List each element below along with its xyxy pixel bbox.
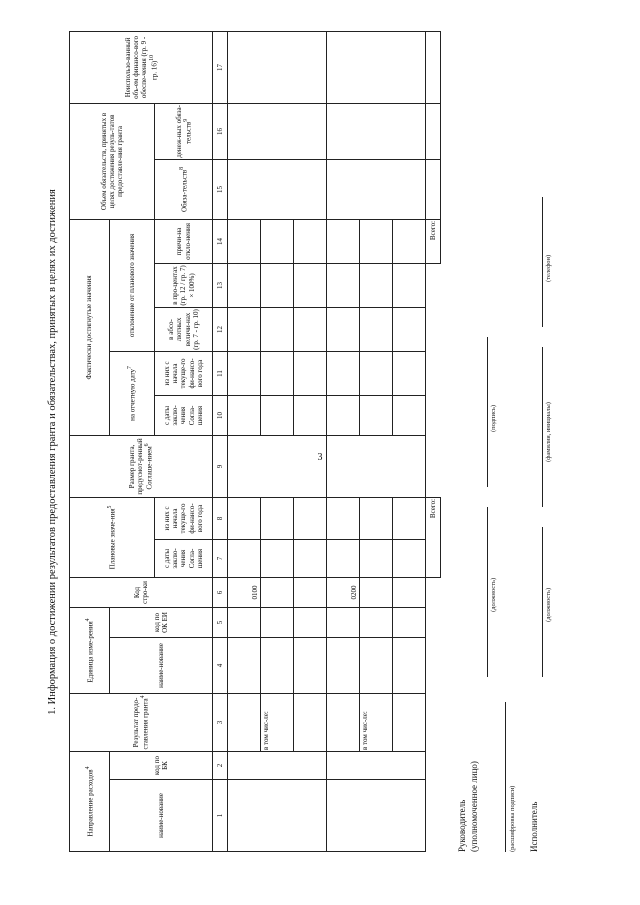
name-line: [542, 347, 543, 507]
header-unit-name: наиме-нование: [110, 638, 213, 694]
col-num: 1: [213, 780, 228, 852]
col-num: 7: [213, 539, 228, 577]
col-num: 12: [213, 307, 228, 351]
header-dev-reason: причи-на откло-нения: [155, 219, 213, 263]
col-num: 9: [213, 435, 228, 497]
header-result: Результат предо-ставления гранта$^4$: [70, 694, 213, 752]
col-num: 17: [213, 31, 228, 103]
phone-line: [542, 197, 543, 327]
col-num: 11: [213, 351, 228, 395]
col-num: 16: [213, 103, 228, 159]
executor-label: Исполнитель: [529, 801, 539, 852]
header-dir-name: наиме-нование: [110, 780, 213, 852]
header-unit-code: код по ОК ЕИ: [110, 607, 213, 637]
decode-line: [505, 702, 506, 852]
col-num: 6: [213, 577, 228, 607]
col-num: 10: [213, 395, 228, 435]
col-num: 8: [213, 497, 228, 539]
header-actual: Фактически достигнутые значения: [70, 219, 110, 435]
header-actual-b: из них с начала текуще-го фи-нансо-вого года: [155, 351, 213, 395]
header-grant-size: Размер гранта, предусмот-ренный Соглаше-нием$^6$: [70, 435, 213, 497]
name-hint: (фамилия, инициалы): [545, 402, 552, 462]
col-num: 4: [213, 638, 228, 694]
header-unused: Неиспользо-ванный объ-ем финансо-вого обеспе-чения (гр. 9 - гр. 16)$^{10}$: [70, 31, 213, 103]
executor-position-hint: (должность): [545, 587, 552, 622]
page-number: 3: [317, 452, 323, 463]
col-num: 5: [213, 607, 228, 637]
column-number-row: [213, 31, 228, 851]
head-subtitle: (уполномоченное лицо): [469, 761, 479, 852]
header-dev-abs: в абсо-лютных величи-нах (гр. 7 - гр. 10): [155, 307, 213, 351]
results-table: [69, 31, 441, 852]
header-obl-a: Обяза-тельств$^8$: [155, 159, 213, 219]
header-planned-b: из них с начала текуще-го фи-нансо-вого года: [155, 497, 213, 539]
executor-position-line: [542, 527, 543, 677]
signature-line: [487, 337, 488, 487]
header-obligations: Объем обязательств, принятых в целях достижения резуль-татов предоставле-ния гранта: [70, 103, 155, 219]
header-dev-pct: в про-центах (гр. 12 / гр. 7) × 100%): [155, 263, 213, 307]
row-code: 0200: [327, 577, 360, 607]
header-report-date: на отчетную дату$^7$: [110, 351, 155, 435]
header-deviation: отклонение от планового значения: [110, 219, 155, 351]
landscape-content: [47, 27, 587, 877]
header-obl-b: денеж-ных обяза-тельств$^9$: [155, 103, 213, 159]
incl-label: в том чис-ле:: [360, 694, 393, 752]
position-hint: (должность): [490, 577, 497, 612]
total-label-actual: Всего:: [426, 219, 441, 263]
section-heading: 1. Информация о достижении результатов предоставления гранта и обязательствах, принятых в целях их достижения: [47, 189, 58, 715]
col-num: 14: [213, 219, 228, 263]
table-row: [327, 31, 360, 851]
header-actual-a: с даты заклю-чения Согла-шения: [155, 395, 213, 435]
phone-hint: (телефон): [545, 254, 552, 282]
position-line: [487, 507, 488, 677]
header-unit: Единица изме-рения$^4$: [70, 607, 110, 693]
header-planned-a: с даты заклю-чения Согла-шения: [155, 539, 213, 577]
decode-hint: (расшифровка подписи): [509, 785, 516, 852]
incl-label: в том чис-ле:: [261, 694, 294, 752]
signature-hint: (подпись): [490, 405, 497, 432]
header-planned: Плановые значе-ния$^5$: [70, 497, 155, 577]
header-row-code: Код стро-ки: [70, 577, 213, 607]
row-code: 0100: [228, 577, 261, 607]
total-row: [426, 31, 441, 851]
header-direction: Направление расходов$^4$: [70, 752, 110, 852]
col-num: 3: [213, 694, 228, 752]
total-label-planned: Всего:: [426, 497, 441, 577]
table-row: [228, 31, 261, 851]
head-title: Руководитель: [457, 799, 467, 852]
col-num: 15: [213, 159, 228, 219]
col-num: 2: [213, 752, 228, 780]
col-num: 13: [213, 263, 228, 307]
header-dir-code: код по БК: [110, 752, 213, 780]
